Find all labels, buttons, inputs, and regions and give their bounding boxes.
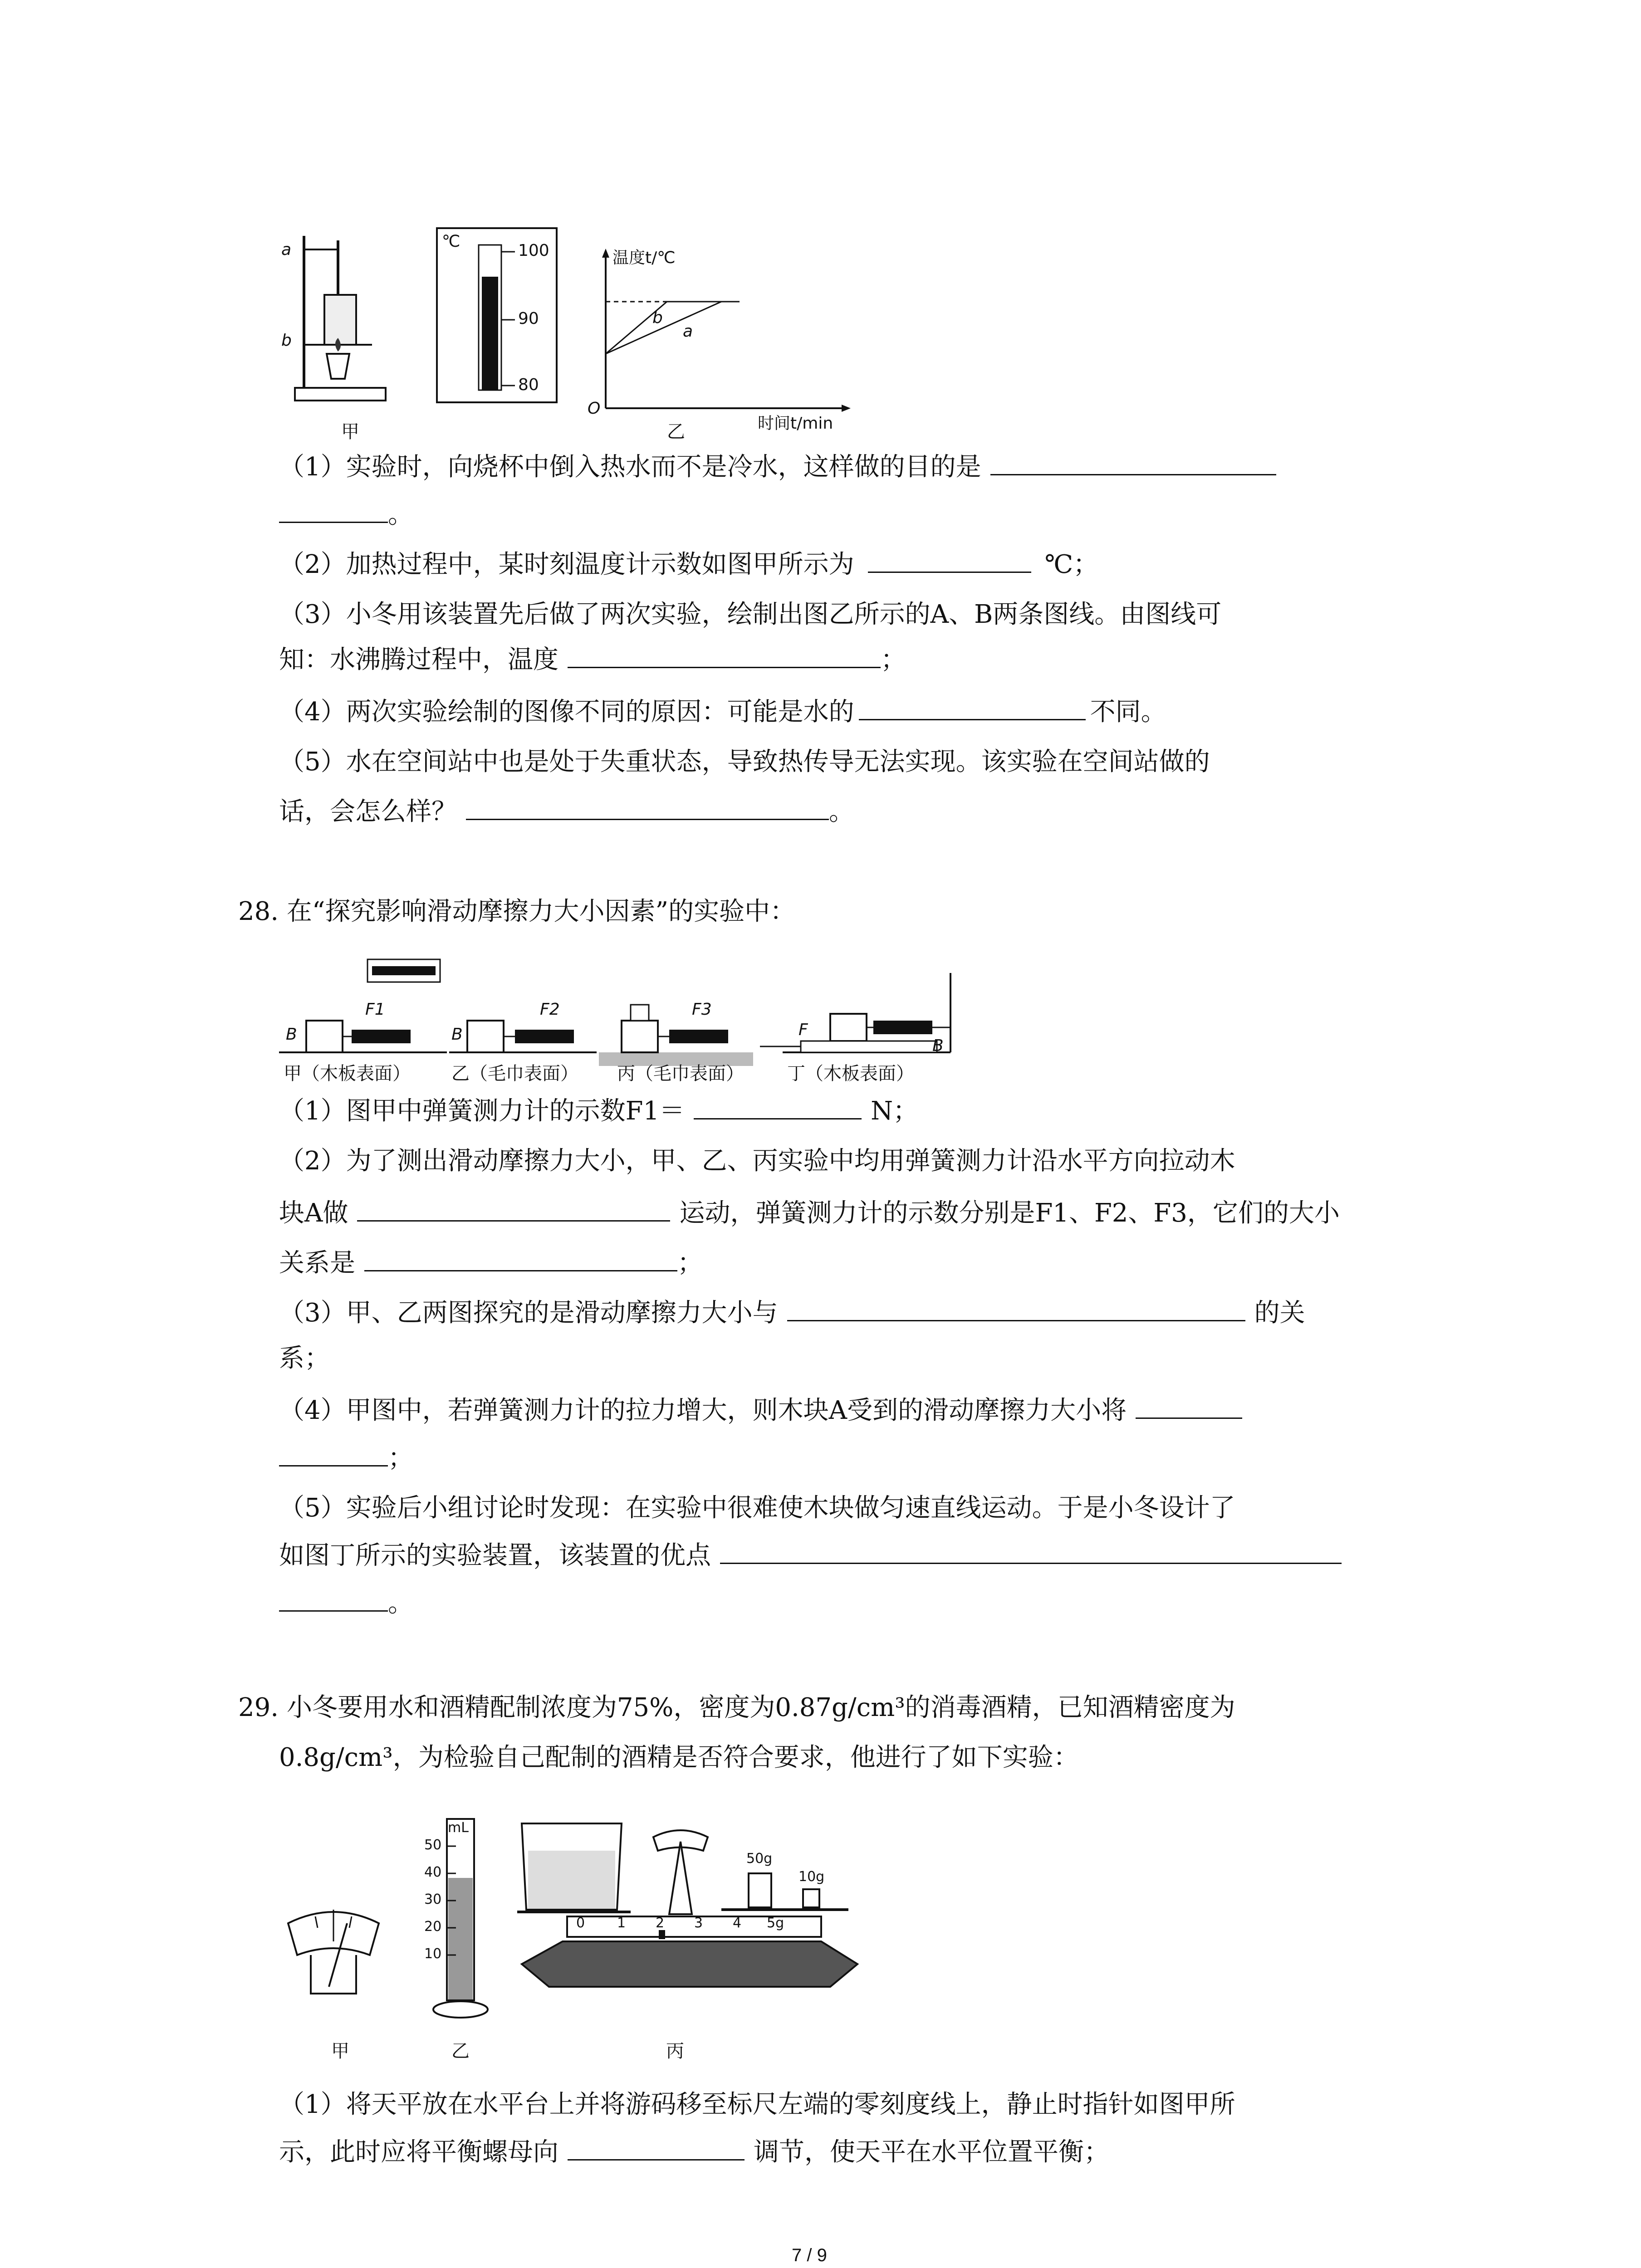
- answer-blank[interactable]: [694, 1096, 862, 1119]
- scale-tick-4: 4: [733, 1915, 742, 1931]
- q27-part2: （2）加热过程中，某时刻温度计示数如图甲所示为 ℃；: [279, 550, 1099, 579]
- cap-bing: 丙（毛巾表面）: [617, 1063, 744, 1084]
- q28-part5-cont: 如图丁所示的实验装置，该装置的优点: [279, 1540, 1342, 1572]
- measuring-cylinder-figure: [424, 1810, 492, 2023]
- graph-y-label: 温度t/℃: [612, 249, 676, 267]
- q29-title: 29. 小冬要用水和酒精配制浓度为75%，密度为0.87g/cm³的消毒酒精，已知酒精密度为: [238, 1693, 1235, 1722]
- q28-part3: （3）甲、乙两图探究的是滑动摩擦力大小与 的关: [279, 1298, 1305, 1328]
- stand-label-b: b: [281, 331, 292, 350]
- cylinder-tick-30: 30: [424, 1892, 442, 1907]
- q27-part5: （5）水在空间站中也是处于失重状态，导致热传导无法实现。该实验在空间站做的: [279, 747, 1210, 777]
- graph-curve-b-label: b: [652, 308, 663, 327]
- graph-x-label: 时间t/min: [758, 414, 833, 433]
- force-F-label: F: [798, 1021, 808, 1039]
- thermometer-tick-80: 80: [518, 376, 539, 394]
- answer-blank[interactable]: [568, 645, 881, 668]
- q28-part2: （2）为了测出滑动摩擦力大小，甲、乙、丙实验中均用弹簧测力计沿水平方向拉动木: [279, 1146, 1235, 1176]
- cylinder-tick-50: 50: [424, 1837, 442, 1853]
- thermometer-unit: ℃: [442, 232, 460, 251]
- q28-part2-cont: 块A做 运动，弹簧测力计的示数分别是F1、F2、F3，它们的大小: [279, 1198, 1340, 1228]
- cap-jia: 甲（木板表面）: [284, 1063, 411, 1084]
- answer-blank[interactable]: [859, 697, 1086, 720]
- answer-blank[interactable]: [279, 1443, 388, 1466]
- cylinder-tick-20: 20: [424, 1919, 442, 1935]
- weight-10g-label: 10g: [798, 1869, 825, 1885]
- graph-curve-a-label: a: [683, 322, 693, 341]
- scale-tick-3: 3: [694, 1915, 703, 1931]
- q27-part1: （1）实验时，向烧杯中倒入热水而不是冷水，这样做的目的是: [279, 451, 1276, 483]
- thermometer-tick-90: 90: [518, 309, 539, 328]
- q27-part5-cont: 话，会怎么样？ 。: [279, 797, 854, 826]
- q27-part3: （3）小冬用该装置先后做了两次实验，绘制出图乙所示的A、B两条图线。由图线可: [279, 600, 1222, 629]
- page-number: 7 / 9: [792, 2245, 827, 2265]
- q28-part4-cont: ；: [279, 1442, 413, 1474]
- q27-fig-jia-caption: 甲: [341, 421, 359, 442]
- scale-tick-0: 0: [576, 1915, 585, 1931]
- stand-label-a: a: [281, 240, 292, 259]
- scale-F3-label: F3: [692, 1000, 712, 1019]
- cylinder-tick-10: 10: [424, 1946, 442, 1962]
- friction-experiment-figure: [279, 946, 960, 1095]
- answer-blank[interactable]: [990, 452, 1276, 475]
- q28-title: 28. 在“探究影响滑动摩擦力大小因素”的实验中：: [238, 897, 796, 926]
- cylinder-tick-40: 40: [424, 1864, 442, 1880]
- cap-yi: 乙（毛巾表面）: [451, 1063, 578, 1084]
- q29-part1: （1）将天平放在水平台上并将游码移至标尺左端的零刻度线上，静止时指针如图甲所: [279, 2090, 1235, 2119]
- scale-F1-label: F1: [365, 1000, 385, 1019]
- temperature-time-graph: [585, 245, 853, 433]
- answer-blank[interactable]: [364, 1248, 677, 1271]
- cylinder-unit: mL: [448, 1820, 469, 1836]
- q27-part4: （4）两次实验绘制的图像不同的原因：可能是水的 不同。: [279, 697, 1166, 727]
- block-B-label-jia: B: [286, 1025, 297, 1044]
- thermometer-figure: [436, 227, 558, 404]
- q29-cap-yi: 乙: [451, 2041, 470, 2062]
- q29-cap-bing: 丙: [666, 2041, 684, 2062]
- weight-50g-label: 50g: [746, 1851, 773, 1867]
- scale-tick-1: 1: [617, 1915, 626, 1931]
- q28-part4: （4）甲图中，若弹簧测力计的拉力增大，则木块A受到的滑动摩擦力大小将: [279, 1395, 1242, 1427]
- q28-part2-cont2: 关系是 ；: [279, 1248, 703, 1278]
- balance-pointer-dial-figure: [279, 1896, 388, 2000]
- block-B-label-yi: B: [451, 1025, 463, 1044]
- answer-blank[interactable]: [466, 797, 829, 820]
- answer-blank[interactable]: [1136, 1396, 1242, 1419]
- scale-tick-5g: 5g: [767, 1915, 784, 1931]
- answer-blank[interactable]: [357, 1198, 670, 1222]
- q29-part1-cont: 示，此时应将平衡螺母向 调节，使天平在水平位置平衡；: [279, 2137, 1109, 2167]
- answer-blank[interactable]: [868, 550, 1031, 573]
- answer-blank[interactable]: [279, 500, 388, 523]
- q29-title-cont: 0.8g/cm³，为检验自己配制的酒精是否符合要求，他进行了如下实验：: [279, 1743, 1079, 1772]
- graph-origin: O: [588, 399, 601, 418]
- q27-part3-cont: 知：水沸腾过程中，温度 ；: [279, 645, 906, 675]
- q29-cap-jia: 甲: [331, 2041, 349, 2062]
- answer-blank[interactable]: [720, 1541, 1342, 1564]
- scale-F2-label: F2: [540, 1000, 560, 1019]
- iron-stand-apparatus-figure: [281, 222, 399, 417]
- q27-fig-yi-caption: 乙: [667, 421, 685, 442]
- thermometer-tick-100: 100: [518, 241, 549, 260]
- q28-part5: （5）实验后小组讨论时发现：在实验中很难使木块做匀速直线运动。于是小冬设计了: [279, 1493, 1235, 1523]
- answer-blank[interactable]: [787, 1298, 1245, 1321]
- q27-part1-cont: 。: [279, 499, 413, 531]
- answer-blank[interactable]: [568, 2137, 745, 2160]
- block-B-label-ding: B: [932, 1036, 944, 1055]
- cap-ding: 丁（木板表面）: [787, 1063, 914, 1084]
- scale-tick-2: 2: [656, 1915, 665, 1931]
- q28-part5-cont2: 。: [279, 1588, 413, 1619]
- balance-scale-figure: [513, 1814, 867, 2014]
- q28-part1: （1）图甲中弹簧测力计的示数F1＝ N；: [279, 1096, 919, 1126]
- answer-blank[interactable]: [279, 1589, 388, 1612]
- q28-part3-cont: 系；: [279, 1344, 330, 1373]
